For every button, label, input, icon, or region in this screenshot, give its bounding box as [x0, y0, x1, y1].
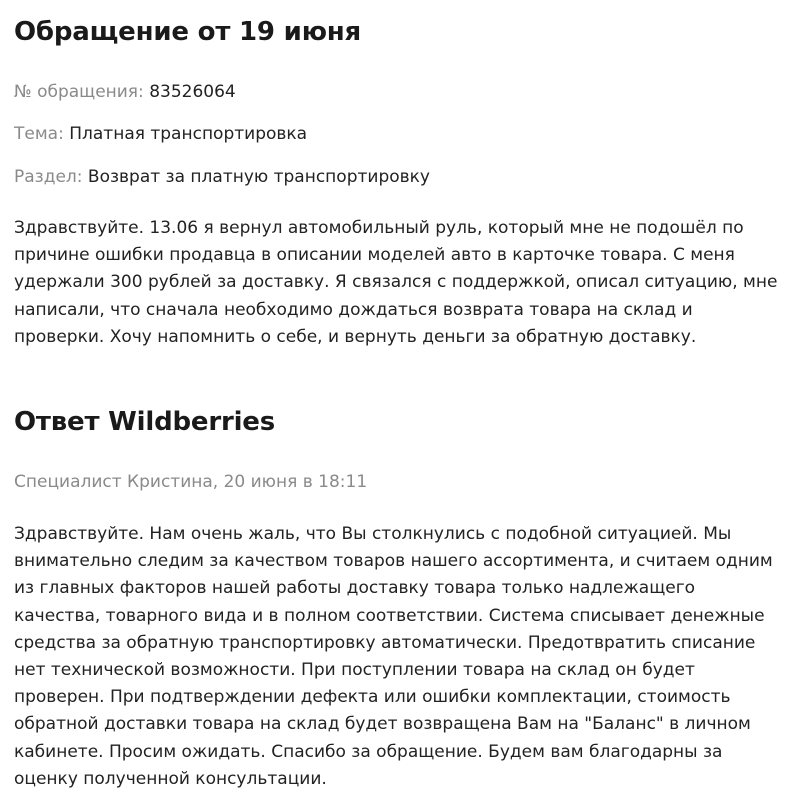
appeal-section-label: Раздел:	[14, 167, 83, 187]
answer-title: Ответ Wildberries	[14, 407, 276, 437]
appeal-number-value: 83526064	[149, 82, 236, 102]
appeal-topic-label: Тема:	[14, 124, 64, 144]
appeal-section-row	[14, 165, 430, 189]
appeal-number-label: № обращения:	[14, 82, 144, 102]
appeal-title: Обращение от 19 июня	[14, 17, 362, 47]
appeal-topic-row	[14, 122, 307, 146]
answer-message-text: Здравствуйте. Нам очень жаль, что Вы столкнулись с подобной ситуацией. Мы внимательно следим за качеством товаров нашего ассортимента, и считаем одним из главных факторов нашей работы доставку товара только надлежащего качества, товарного вида и в полном соответствии. Система списывает денежные средства за обратную транспортировку автоматически. Предотвратить списание нет технической возможности. При поступлении товара на склад он будет проверен. При подтверждении дефекта или ошибки комплектации, стоимость обратной доставки товара на склад будет возвращена Вам на "Баланс" в личном кабинете. Просим ожидать. Спасибо за обращение. Будем вам благодарны за оценку полученной консультации.	[14, 524, 773, 789]
appeal-number-row	[14, 80, 236, 104]
answer-specialist-info: Специалист Кристина, 20 июня в 18:11	[14, 472, 368, 492]
appeal-topic-value: Платная транспортировка	[69, 124, 308, 144]
appeal-message-text: Здравствуйте. 13.06 я вернул автомобильный руль, который мне не подошёл по причине ошибки продавца в описании моделей авто в карточке товара. С меня удержали 300 рублей за доставку. Я связался с поддержкой, описал ситуацию, мне написали, что сначала необходимо дождаться возврата товара на склад и проверки. Хочу напомнить о себе, и вернуть деньги за обратную доставку.	[14, 218, 778, 347]
appeal-section-value: Возврат за платную транспортировку	[87, 167, 430, 187]
